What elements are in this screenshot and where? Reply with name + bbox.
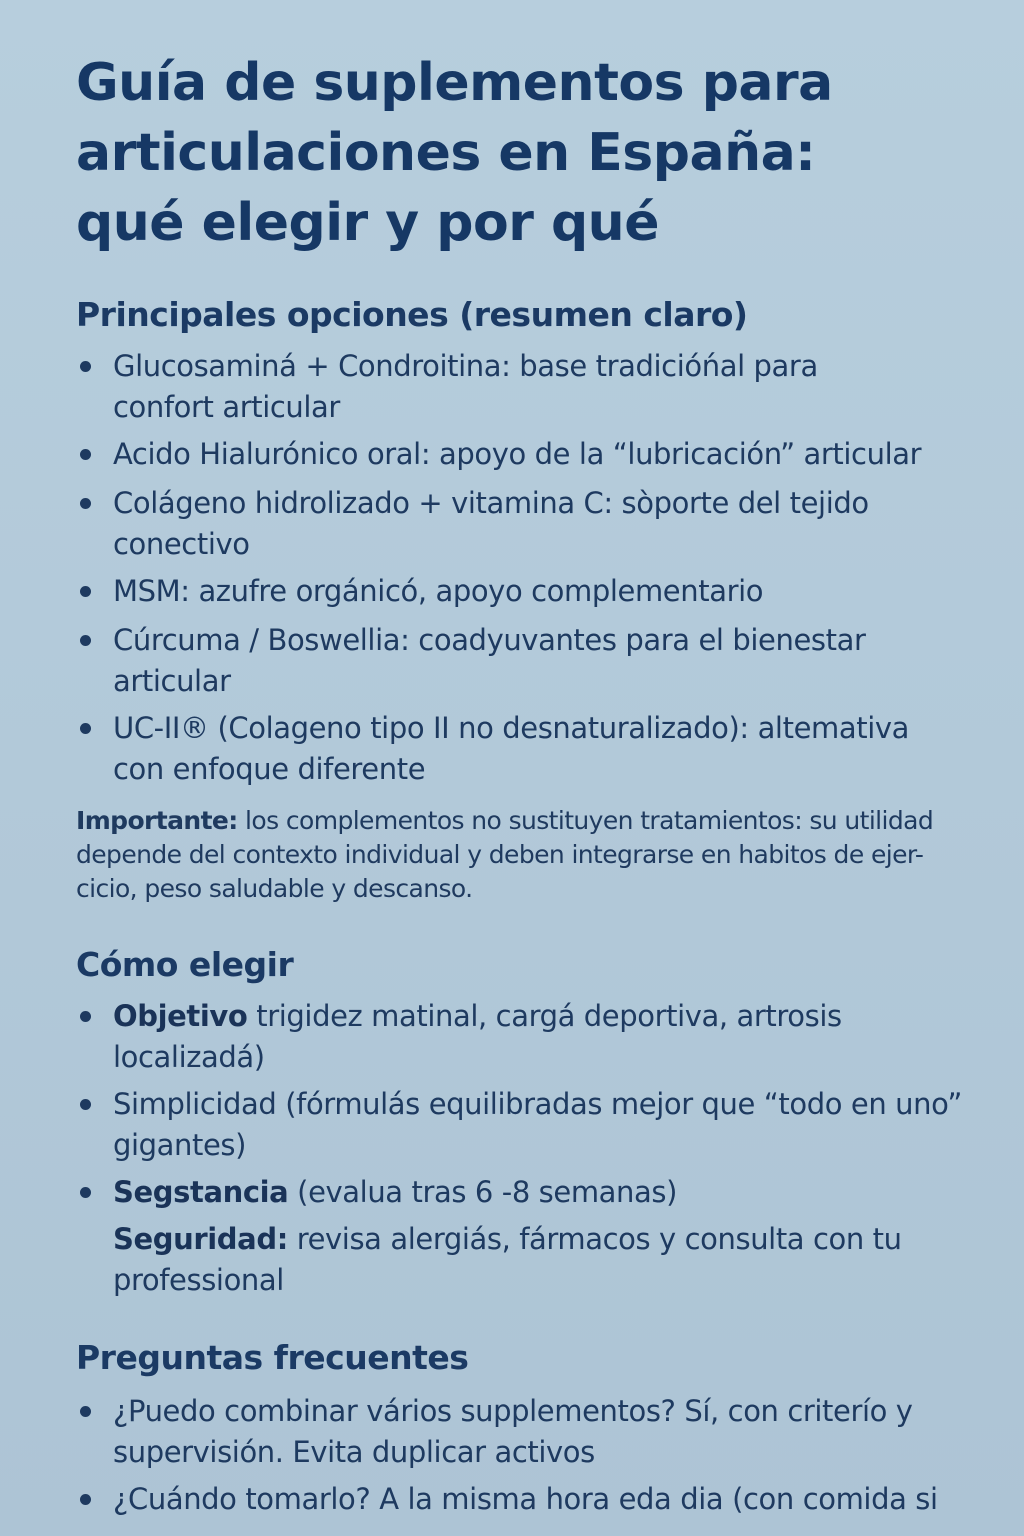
title-line: qué elegir y por qué	[76, 193, 659, 253]
list-item: Cúrcuma / Boswellia: coadyuvantes para el bienestar articular	[76, 620, 976, 702]
bullet-icon	[80, 1494, 91, 1505]
bullet-icon	[80, 586, 91, 597]
list-item: Glucosaminá + Condroitina: base tradicióńal para confort articular	[76, 346, 976, 428]
list-item: Seguridad: revisa alergiás, fármacos y consulta con tu professional	[113, 1222, 902, 1297]
note-text: los complementos no sustituyen tratamientos: su utilidad	[237, 806, 934, 835]
section-heading-faq: Preguntas frecuentes	[76, 1338, 469, 1377]
list-item: Objetivo trigidez matinal, cargá deportiva, artrosis localizadá)	[76, 996, 976, 1078]
list-item: Simplicidad (fórmulás equilibradas mejor que “todo en uno” gigantes)	[76, 1084, 976, 1166]
bullet-icon	[80, 449, 91, 460]
bullet-icon	[80, 635, 91, 646]
title-line: Guía de suplementos para	[76, 53, 833, 113]
article	[76, 48, 976, 1520]
item-label: Segstancia	[113, 1175, 289, 1209]
bullet-icon	[80, 1406, 91, 1417]
faq-list	[76, 1391, 976, 1520]
bullet-icon	[80, 1099, 91, 1110]
item-label: Objetivo	[113, 999, 248, 1033]
bullet-icon	[80, 1187, 91, 1198]
list-item: ¿Puedo combinar várioѕ supplementos? Sí, con criterío y supervisión. Evita duplicar activos	[76, 1391, 976, 1473]
bullet-icon	[80, 498, 91, 509]
list-item: MSM: azufre orgánicó, apoyo complementario	[76, 571, 976, 612]
choose-list	[76, 996, 976, 1301]
list-item: Colágeno hidrolizado + vitamina C: sо̀porte del tejido conectivo	[76, 483, 976, 565]
section-heading-choose: Cómo elegir	[76, 945, 294, 984]
note-text: cicio, peso saludable y descanso.	[76, 874, 473, 903]
section-heading-options: Principales opciones (resumen claro)	[76, 295, 748, 334]
bullet-icon	[80, 361, 91, 372]
important-note	[76, 804, 976, 906]
bullet-icon	[80, 1011, 91, 1022]
note-label: Importante:	[76, 806, 238, 835]
title-line: articulaciones en España:	[76, 123, 816, 183]
list-item: Segstancia (evalua tras 6 -8 semanas)	[76, 1172, 976, 1213]
list-item: UC-II® (Colageno tipo II no desnaturalizado): altemativa con enfoque diferente	[76, 708, 976, 790]
item-label: Seguridad:	[113, 1222, 288, 1256]
list-item: Acido Hialurónico oral: apoyo de la “lubricación” articular	[76, 434, 976, 475]
bullet-icon	[80, 723, 91, 734]
list-item: ¿Cuándo tomarlo? A la misma hora eda dia (con comida si	[76, 1479, 976, 1520]
options-list	[76, 346, 976, 790]
page-title	[76, 48, 976, 258]
note-text: depende del contexto individual y deben integrarse en habitos de ejer-	[76, 840, 924, 869]
